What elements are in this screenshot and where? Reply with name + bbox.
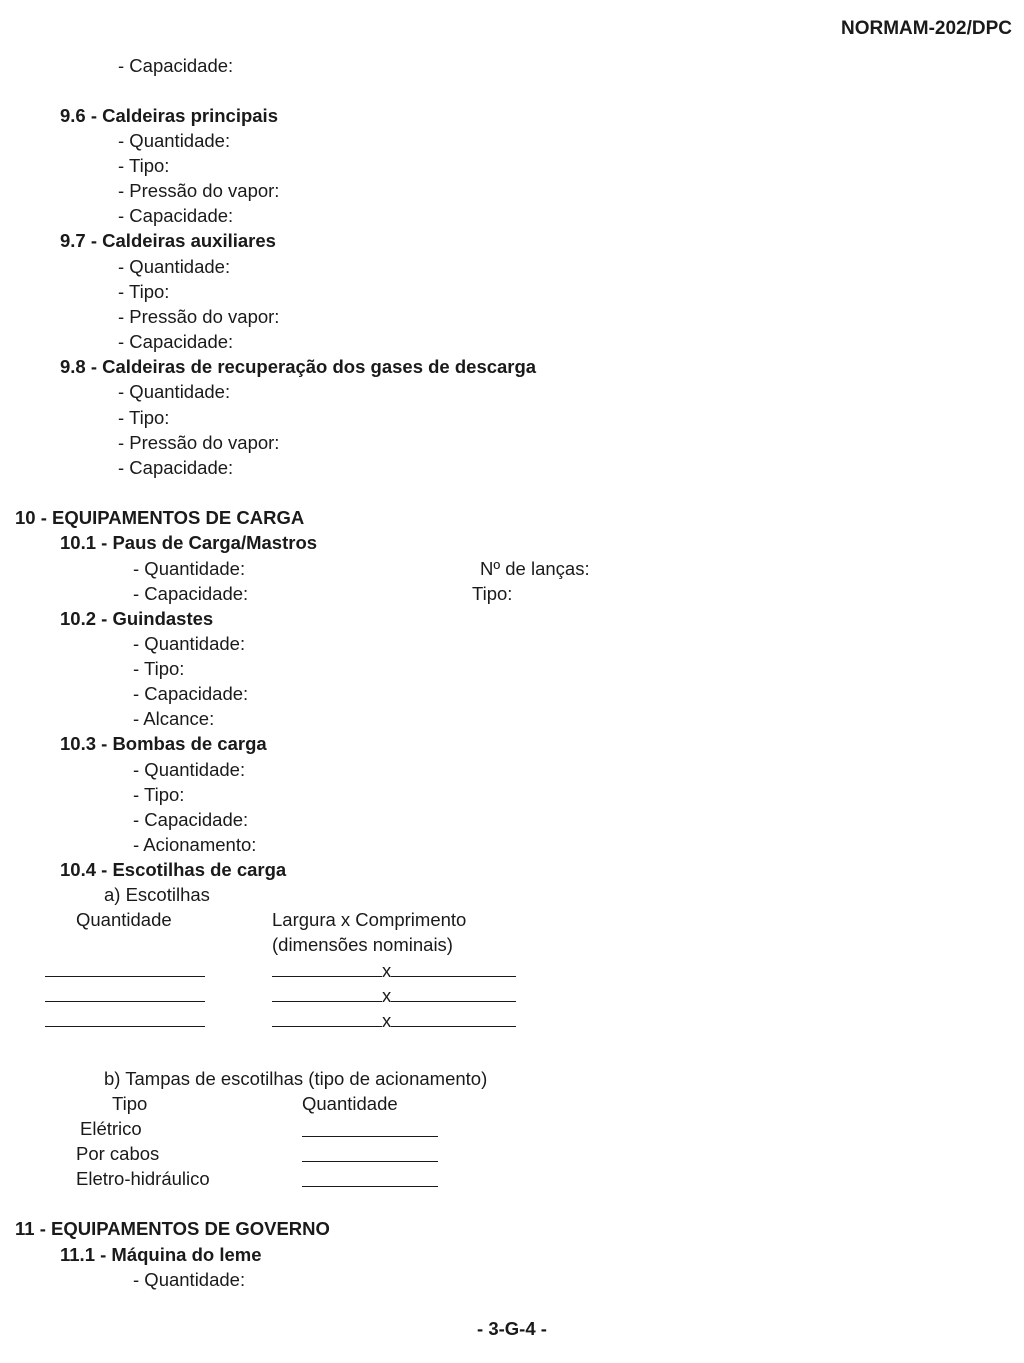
field-tipo: Tipo: xyxy=(472,583,513,604)
hatch-dimensions-row xyxy=(272,1010,516,1032)
tipo-por-cabos: Por cabos xyxy=(76,1143,160,1164)
largura-blank[interactable] xyxy=(272,960,382,977)
subsection-b-title: b) Tampas de escotilhas (tipo de acionamento) xyxy=(104,1068,488,1089)
field-capacidade: - Capacidade: xyxy=(118,205,234,226)
field-capacidade: - Capacidade: xyxy=(133,583,249,604)
field-tipo: - Tipo: xyxy=(118,281,170,302)
column-header-largura-comprimento: Largura x Comprimento xyxy=(272,909,467,930)
tipo-eletrico: Elétrico xyxy=(80,1118,142,1139)
quantidade-blank[interactable] xyxy=(45,985,205,1002)
field-capacidade: - Capacidade: xyxy=(118,331,234,352)
hatch-row xyxy=(45,960,205,982)
field-quantidade: - Quantidade: xyxy=(118,256,231,277)
tipo-row xyxy=(302,1170,438,1192)
field-tipo: - Tipo: xyxy=(118,155,170,176)
tipo-eletro-hidraulico: Eletro-hidráulico xyxy=(76,1168,210,1189)
tipo-row xyxy=(302,1145,438,1167)
column-header-quantidade: Quantidade xyxy=(302,1093,398,1114)
hatch-row xyxy=(45,1010,205,1032)
column-header-tipo: Tipo xyxy=(112,1093,148,1114)
field-capacidade: - Capacidade: xyxy=(118,457,234,478)
field-alcance: - Alcance: xyxy=(133,708,215,729)
page-number: - 3-G-4 - xyxy=(477,1318,547,1339)
hatch-row xyxy=(45,985,205,1007)
comprimento-blank[interactable] xyxy=(391,960,516,977)
quantidade-blank[interactable] xyxy=(302,1170,438,1187)
hatch-dimensions-row xyxy=(272,985,516,1007)
subsection-a-title: a) Escotilhas xyxy=(104,884,210,905)
field-capacidade: - Capacidade: xyxy=(133,809,249,830)
section-11-1-title: 11.1 - Máquina do leme xyxy=(60,1244,262,1265)
comprimento-blank[interactable] xyxy=(391,985,516,1002)
field-tipo: - Tipo: xyxy=(118,407,170,428)
comprimento-blank[interactable] xyxy=(391,1010,516,1027)
x-separator: x xyxy=(382,1010,392,1031)
hatch-dimensions-row xyxy=(272,960,516,982)
field-quantidade: - Quantidade: xyxy=(133,633,246,654)
column-header-dimensoes: (dimensões nominais) xyxy=(272,934,453,955)
field-tipo: - Tipo: xyxy=(133,784,185,805)
section-9-6-title: 9.6 - Caldeiras principais xyxy=(60,105,278,126)
column-header-quantidade: Quantidade xyxy=(76,909,172,930)
largura-blank[interactable] xyxy=(272,1010,382,1027)
field-quantidade: - Quantidade: xyxy=(133,558,246,579)
quantidade-blank[interactable] xyxy=(302,1120,438,1137)
x-separator: x xyxy=(382,960,392,981)
field-numero-lancas: Nº de lanças: xyxy=(480,558,590,579)
largura-blank[interactable] xyxy=(272,985,382,1002)
field-tipo: - Tipo: xyxy=(133,658,185,679)
section-9-7-title: 9.7 - Caldeiras auxiliares xyxy=(60,230,276,251)
field-pressao-vapor: - Pressão do vapor: xyxy=(118,432,280,453)
section-10-4-title: 10.4 - Escotilhas de carga xyxy=(60,859,287,880)
field-capacidade: - Capacidade: xyxy=(133,683,249,704)
field-quantidade: - Quantidade: xyxy=(133,759,246,780)
field-quantidade: - Quantidade: xyxy=(133,1269,246,1290)
x-separator: x xyxy=(382,985,392,1006)
quantidade-blank[interactable] xyxy=(302,1145,438,1162)
field-quantidade: - Quantidade: xyxy=(118,381,231,402)
section-10-title: 10 - EQUIPAMENTOS DE CARGA xyxy=(15,507,305,528)
section-10-2-title: 10.2 - Guindastes xyxy=(60,608,214,629)
field-pressao-vapor: - Pressão do vapor: xyxy=(118,180,280,201)
section-10-3-title: 10.3 - Bombas de carga xyxy=(60,733,267,754)
section-11-title: 11 - EQUIPAMENTOS DE GOVERNO xyxy=(15,1218,330,1239)
section-10-1-title: 10.1 - Paus de Carga/Mastros xyxy=(60,532,318,553)
field-pressao-vapor: - Pressão do vapor: xyxy=(118,306,280,327)
tipo-row xyxy=(302,1120,438,1142)
field-capacidade: - Capacidade: xyxy=(118,55,234,76)
field-quantidade: - Quantidade: xyxy=(118,130,231,151)
quantidade-blank[interactable] xyxy=(45,960,205,977)
document-code: NORMAM-202/DPC xyxy=(840,18,1012,39)
section-9-8-title: 9.8 - Caldeiras de recuperação dos gases de descarga xyxy=(60,356,537,377)
field-acionamento: - Acionamento: xyxy=(133,834,257,855)
quantidade-blank[interactable] xyxy=(45,1010,205,1027)
